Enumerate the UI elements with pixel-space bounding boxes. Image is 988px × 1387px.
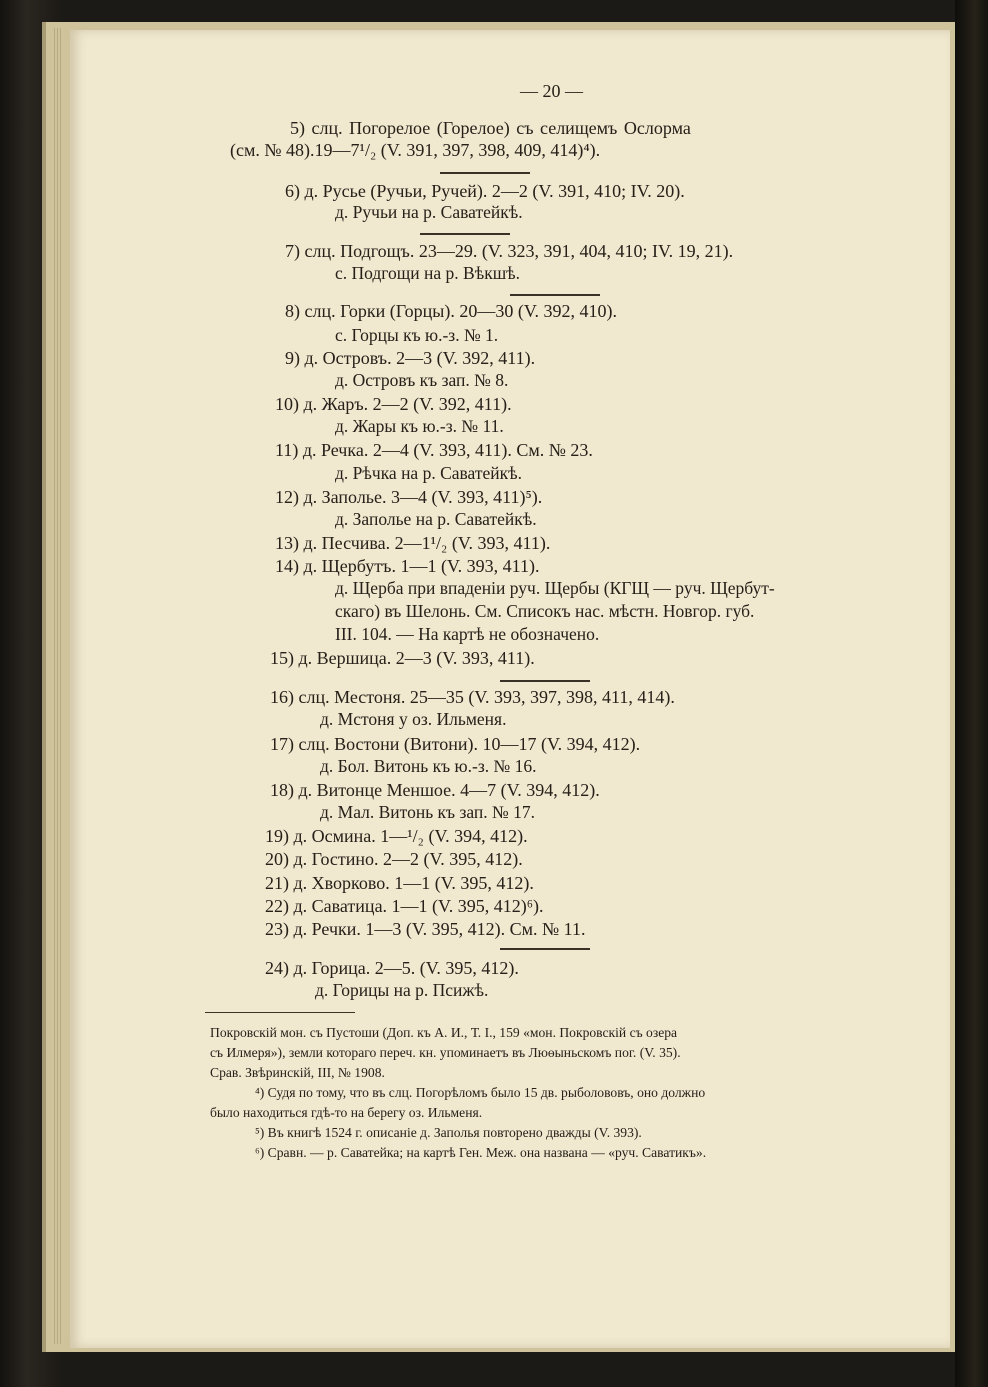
footnote-line: съ Илмеря»), земли котораго переч. кн. упоминаетъ въ Люѳыньскомъ пог. (V. 35). [210, 1045, 681, 1060]
footnote-line: ⁶) Сравн. — р. Саватейка; на картѣ Ген. Меж. она названа — «руч. Саватикъ». [255, 1145, 707, 1160]
location-line: д. Мстоня у оз. Ильменя. [320, 709, 507, 729]
entry-line: 17) слц. Востони (Витони). 10—17 (V. 394, 412). [270, 734, 641, 754]
location-line: д. Заполье на р. Саватейкѣ. [335, 509, 537, 529]
footnote-rule [205, 1012, 355, 1013]
entry-line: 11) д. Речка. 2—4 (V. 393, 411). См. № 23. [275, 440, 593, 460]
separator-rule [510, 294, 600, 296]
entry-line: 12) д. Заполье. 3—4 (V. 393, 411)⁵). [275, 487, 543, 507]
entry-line: 21) д. Хворково. 1—1 (V. 395, 412). [265, 873, 534, 893]
separator-rule [500, 680, 590, 682]
entry-line: 7) слц. Подгощъ. 23—29. (V. 323, 391, 404, 410; IV. 19, 21). [285, 241, 734, 261]
footnote-line: было находиться гдѣ-то на берегу оз. Ильменя. [210, 1105, 483, 1120]
entry-line: (см. № 48).19—7¹/₂ (V. 391, 397, 398, 409, 414)⁴). [230, 140, 601, 160]
entry-line: 19) д. Осмина. 1—¹/₂ (V. 394, 412). [265, 826, 528, 846]
location-line: д. Островъ къ зап. № 8. [335, 370, 509, 390]
entry-line: 9) д. Островъ. 2—3 (V. 392, 411). [285, 348, 536, 368]
location-line: д. Ручьи на р. Саватейкѣ. [335, 202, 523, 222]
page-number: — 20 — [520, 81, 583, 101]
entry-line: 6) д. Русье (Ручьи, Ручей). 2—2 (V. 391, 410; IV. 20). [285, 181, 685, 201]
entry-line: 13) д. Песчива. 2—1¹/₂ (V. 393, 411). [275, 533, 551, 553]
entry-line: 14) д. Щербутъ. 1—1 (V. 393, 411). [275, 556, 540, 576]
entry-line: 16) слц. Местоня. 25—35 (V. 393, 397, 398, 411, 414). [270, 687, 675, 707]
footnote-line: ⁴) Судя по тому, что въ слц. Погорѣломъ было 15 дв. рыболововъ, оно должно [255, 1085, 706, 1100]
location-line: д. Бол. Витонь къ ю.-з. № 16. [320, 756, 537, 776]
footnote-line: Покровскій мон. съ Пустоши (Доп. къ А. И., Т. I., 159 «мон. Покровскій съ озера [210, 1025, 678, 1040]
entry-line: 5) слц. Погорелое (Горелое) съ селищемъ Ослорма [290, 118, 691, 138]
book-cover-right [955, 0, 988, 1387]
entry-line: 22) д. Саватица. 1—1 (V. 395, 412)⁶). [265, 896, 544, 916]
entry-line: 24) д. Горица. 2—5. (V. 395, 412). [265, 958, 519, 978]
location-line: д. Жары къ ю.-з. № 11. [335, 416, 504, 436]
location-line: д. Мал. Витонь къ зап. № 17. [320, 802, 535, 822]
location-line: скаго) въ Шелонь. См. Списокъ нас. мѣстн. Новгор. губ. [335, 601, 755, 621]
footnote-line: ⁵) Въ книгѣ 1524 г. описаніе д. Заполья повторено дважды (V. 393). [255, 1125, 642, 1140]
separator-rule [420, 233, 510, 235]
location-line: с. Подгощи на р. Вѣкшѣ. [335, 263, 521, 283]
entry-line: 15) д. Вершица. 2—3 (V. 393, 411). [270, 648, 535, 668]
location-line: д. Горицы на р. Псижѣ. [315, 980, 489, 1000]
location-line: с. Горцы къ ю.-з. № 1. [335, 325, 499, 345]
entry-line: 20) д. Гостино. 2—2 (V. 395, 412). [265, 849, 523, 869]
separator-rule [440, 172, 530, 174]
book-page [70, 30, 950, 1348]
location-line: III. 104. — На картѣ не обозначено. [335, 624, 600, 644]
entry-line: 23) д. Речки. 1—3 (V. 395, 412). См. № 11. [265, 919, 586, 939]
location-line: д. Щерба при впаденіи руч. Щербы (КГЩ — руч. Щербут- [335, 578, 775, 598]
location-line: д. Рѣчка на р. Саватейкѣ. [335, 463, 523, 483]
entry-line: 8) слц. Горки (Горцы). 20—30 (V. 392, 410). [285, 301, 618, 321]
entry-line: 18) д. Витонце Меншое. 4—7 (V. 394, 412). [270, 780, 600, 800]
separator-rule [500, 948, 590, 950]
entry-line: 10) д. Жаръ. 2—2 (V. 392, 411). [275, 394, 512, 414]
footnote-line: Срав. Звѣринскій, III, № 1908. [210, 1065, 385, 1080]
